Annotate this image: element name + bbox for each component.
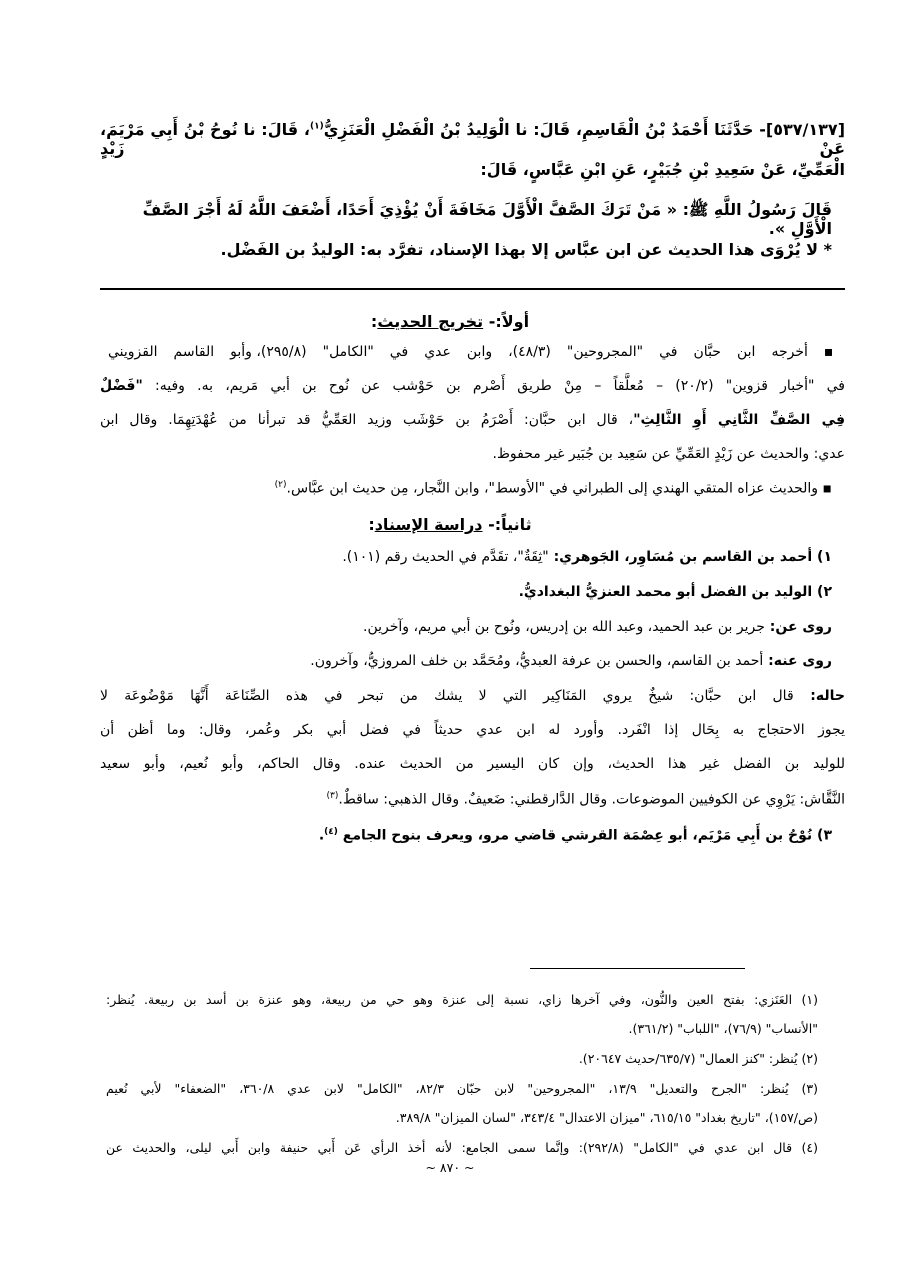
heading-title: دراسة الإسناد — [374, 515, 483, 534]
footnote-2: (٢) يُنظر: "كنز العمال" (٦٣٥/٧/حديث ٢٠٦٤٧). — [578, 1051, 818, 1066]
footnote-3-line-2: (ص/١٥٧)، "تاريخ بغداد" ٦١٥/١٥، "ميزان الاعتدال" ٣٤٣/٤، "لسان الميزان" ٣٨٩/٨. — [395, 1110, 818, 1125]
takhrij-line-4: عدي: والحديث عن زَيْدٍ العَمِّيِّ عن سَعِيد بن جُبَير غير محفوظ. — [492, 446, 845, 462]
takhrij-line-5 — [100, 480, 832, 497]
takhrij-line-1: ▪ أخرجه ابن حبَّان في "المجروحين" (٤٨/٣)، وابن عدي في "الكامل" (٢٩٥/٨)، وأبو القاسم القزويني — [108, 344, 845, 360]
quoted-variant: "فَضْلٌ — [100, 378, 143, 394]
status-line-4 — [100, 791, 845, 808]
hadith-isnad-line-1 — [100, 120, 845, 158]
text: "ثِقَةٌ"، تقَدَّم في الحديث رقم (١٠١). — [342, 549, 549, 565]
footnote-ref-1[interactable]: (١) — [309, 121, 324, 132]
text: جرير بن عبد الحميد، وعبد الله بن إدريس، ونُوح بن أبي مريم، وآخرين. — [363, 619, 765, 635]
hadith-comment: * لا يُرْوَى هذا الحديث عن ابن عبَّاس إلا بهذا الإسناد، تفرَّد به: الوليدُ بن الفَضْل. — [220, 240, 832, 259]
hadith-text: ، قَالَ: نا نُوحُ بْنُ أَبِي مَرْيَمَ، عَنْ زَيْدٍ — [100, 120, 845, 159]
section-heading-isnad — [0, 515, 900, 534]
label: حاله: — [793, 688, 845, 704]
status-line-3: للوليد بن الفضل غير هذا الحديث، وإن كان اليسير من الحديث عنده. وقال الحاكم، وأبو نُعيم، وأبو سعيد — [100, 756, 845, 772]
footnote-ref-4[interactable]: (٤) — [324, 827, 338, 837]
narrator-1 — [100, 549, 832, 566]
takhrij-line-3 — [100, 412, 845, 429]
hadith-text: [٥٣٧/١٣٧]- حَدَّثَنَا أَحْمَدُ بْنُ الْقَاسِمِ، قَالَ: نا الْوَلِيدُ بْنُ الْفَضْلِ الْعَنَزِيُّ — [323, 120, 845, 139]
label: روى عنه: — [763, 653, 832, 669]
section-heading-takhrij — [0, 312, 900, 331]
heading-prefix: ثانياً:- — [482, 515, 532, 534]
footnote-3-line-1: (٣) يُنظر: "الجرح والتعديل" ١٣/٩، "المجروحين" لابن حبّان ٨٢/٣، "الكامل" لابن عدي ٣٦٠/٨، "الضعفاء" لأبي نُعيم — [106, 1081, 819, 1096]
narrated-by — [100, 653, 832, 670]
heading-colon: : — [370, 312, 378, 331]
text: قال ابن حبَّان: شيخٌ يروي المَنَاكِير التي لا يشك من تبحر في هذه الصِّنَاعَة أَنَّهَا مَوْضُوعَة لا — [100, 688, 794, 704]
quoted-variant: فِي الصَّفِّ الثَّانِي أَوِ الثَّالِثِ" — [633, 412, 845, 428]
footnote-ref-2[interactable]: (٢) — [274, 480, 287, 490]
text: في "أخبار قزوين" (٢٠/٢) – مُعلَّقاً – مِنْ طريق أَصْرم بن حَوْشب عن نُوح بن أبي مَريم، به. وفيه: — [142, 378, 845, 394]
text: أحمد بن القاسم، والحسن بن عرفة العبديُّ، ومُحَمَّد بن خلف المروزيُّ، وآخرون. — [310, 653, 764, 669]
narrator-name: ٣) نُوْحُ بن أَبِي مَرْيَم، أبو عِصْمَة القرشي قاضي مرو، ويعرف بنوح الجامع — [337, 827, 832, 844]
footnote-4: (٤) قال ابن عدي في "الكامل" (٢٩٢/٨): وإنَّما سمى الجامع: لأنه أخذ الرأي عَن أَبي حنيفة وابن أَبي ليلى، والحديث عن — [106, 1140, 819, 1155]
narrator-name: ١) أحمد بن القاسم بن مُسَاوِر، الجَوهري: — [548, 549, 832, 565]
text: النَّقَّاش: يَرْوِي عن الكوفيين الموضوعات. وقال الدَّارقطني: ضَعيفٌ. وقال الذهبي: ساقطٌ. — [338, 791, 845, 808]
label: روى عن: — [764, 619, 832, 635]
footnote-separator — [530, 968, 745, 969]
text: ▪ والحديث عزاه المتقي الهندي إلى الطبراني في "الأوسط"، وابن النَّجار، مِن حديث ابن عبَّاس. — [286, 480, 832, 497]
status-line-1 — [100, 688, 845, 705]
page-number: ~ ٨٧٠ ~ — [425, 1160, 475, 1175]
takhrij-line-2 — [100, 378, 845, 395]
hadith-matn: قَالَ رَسُولُ اللَّهِ ﷺ: « مَنْ تَرَكَ الصَّفَّ الْأَوَّلَ مَخَافَةَ أَنْ يُؤْذِيَ أَحَدًا، أَضْعَفَ اللَّهُ لَهُ أَجْرَ الصَّفِّ الْأَوَّلِ ». — [142, 200, 832, 239]
narrated-from — [100, 619, 832, 636]
footnote-1-line-1: (١) العَنَزي: بفتح العين والنُّون، وفي آخرها زاي، نسبة إلى عنزة وهو حي من ربيعة، وهو عنزة بن أسد بن ربيعة. يُنظر: — [106, 992, 818, 1007]
narrator-3 — [100, 827, 832, 844]
heading-prefix: أولاً:- — [483, 312, 530, 331]
narrator-2: ٢) الوليد بن الفضل أبو محمد العنزيُّ البغداديُّ. — [518, 584, 832, 600]
footnote-1-line-2: "الأنساب" (٧٦/٩)، "اللباب" (٣٦١/٢). — [628, 1021, 818, 1036]
hadith-isnad-line-2: الْعَمِّيِّ، عَنْ سَعِيدِ بْنِ جُبَيْرٍ، عَنِ ابْنِ عَبَّاسٍ، قَالَ: — [480, 160, 845, 179]
section-divider — [100, 288, 845, 290]
text: ، قال ابن حبَّان: أَصْرَمُ بن حَوْشَب وزيد العَمِّيُّ قد تبرأنا من عُهْدَتِهِمَا. وقال ابن — [100, 412, 634, 428]
heading-colon: : — [368, 515, 375, 534]
heading-title: تخريج الحديث — [377, 312, 484, 331]
footnote-ref-3[interactable]: (٣) — [326, 791, 339, 801]
status-line-2: يجوز الاحتجاج به بِحَال إذا انْفَرد. وأورد له ابن عدي حديثاً في فضل أبي بكر وعُمر، وقال: وما أظن أن — [100, 722, 845, 738]
text: . — [318, 827, 325, 844]
